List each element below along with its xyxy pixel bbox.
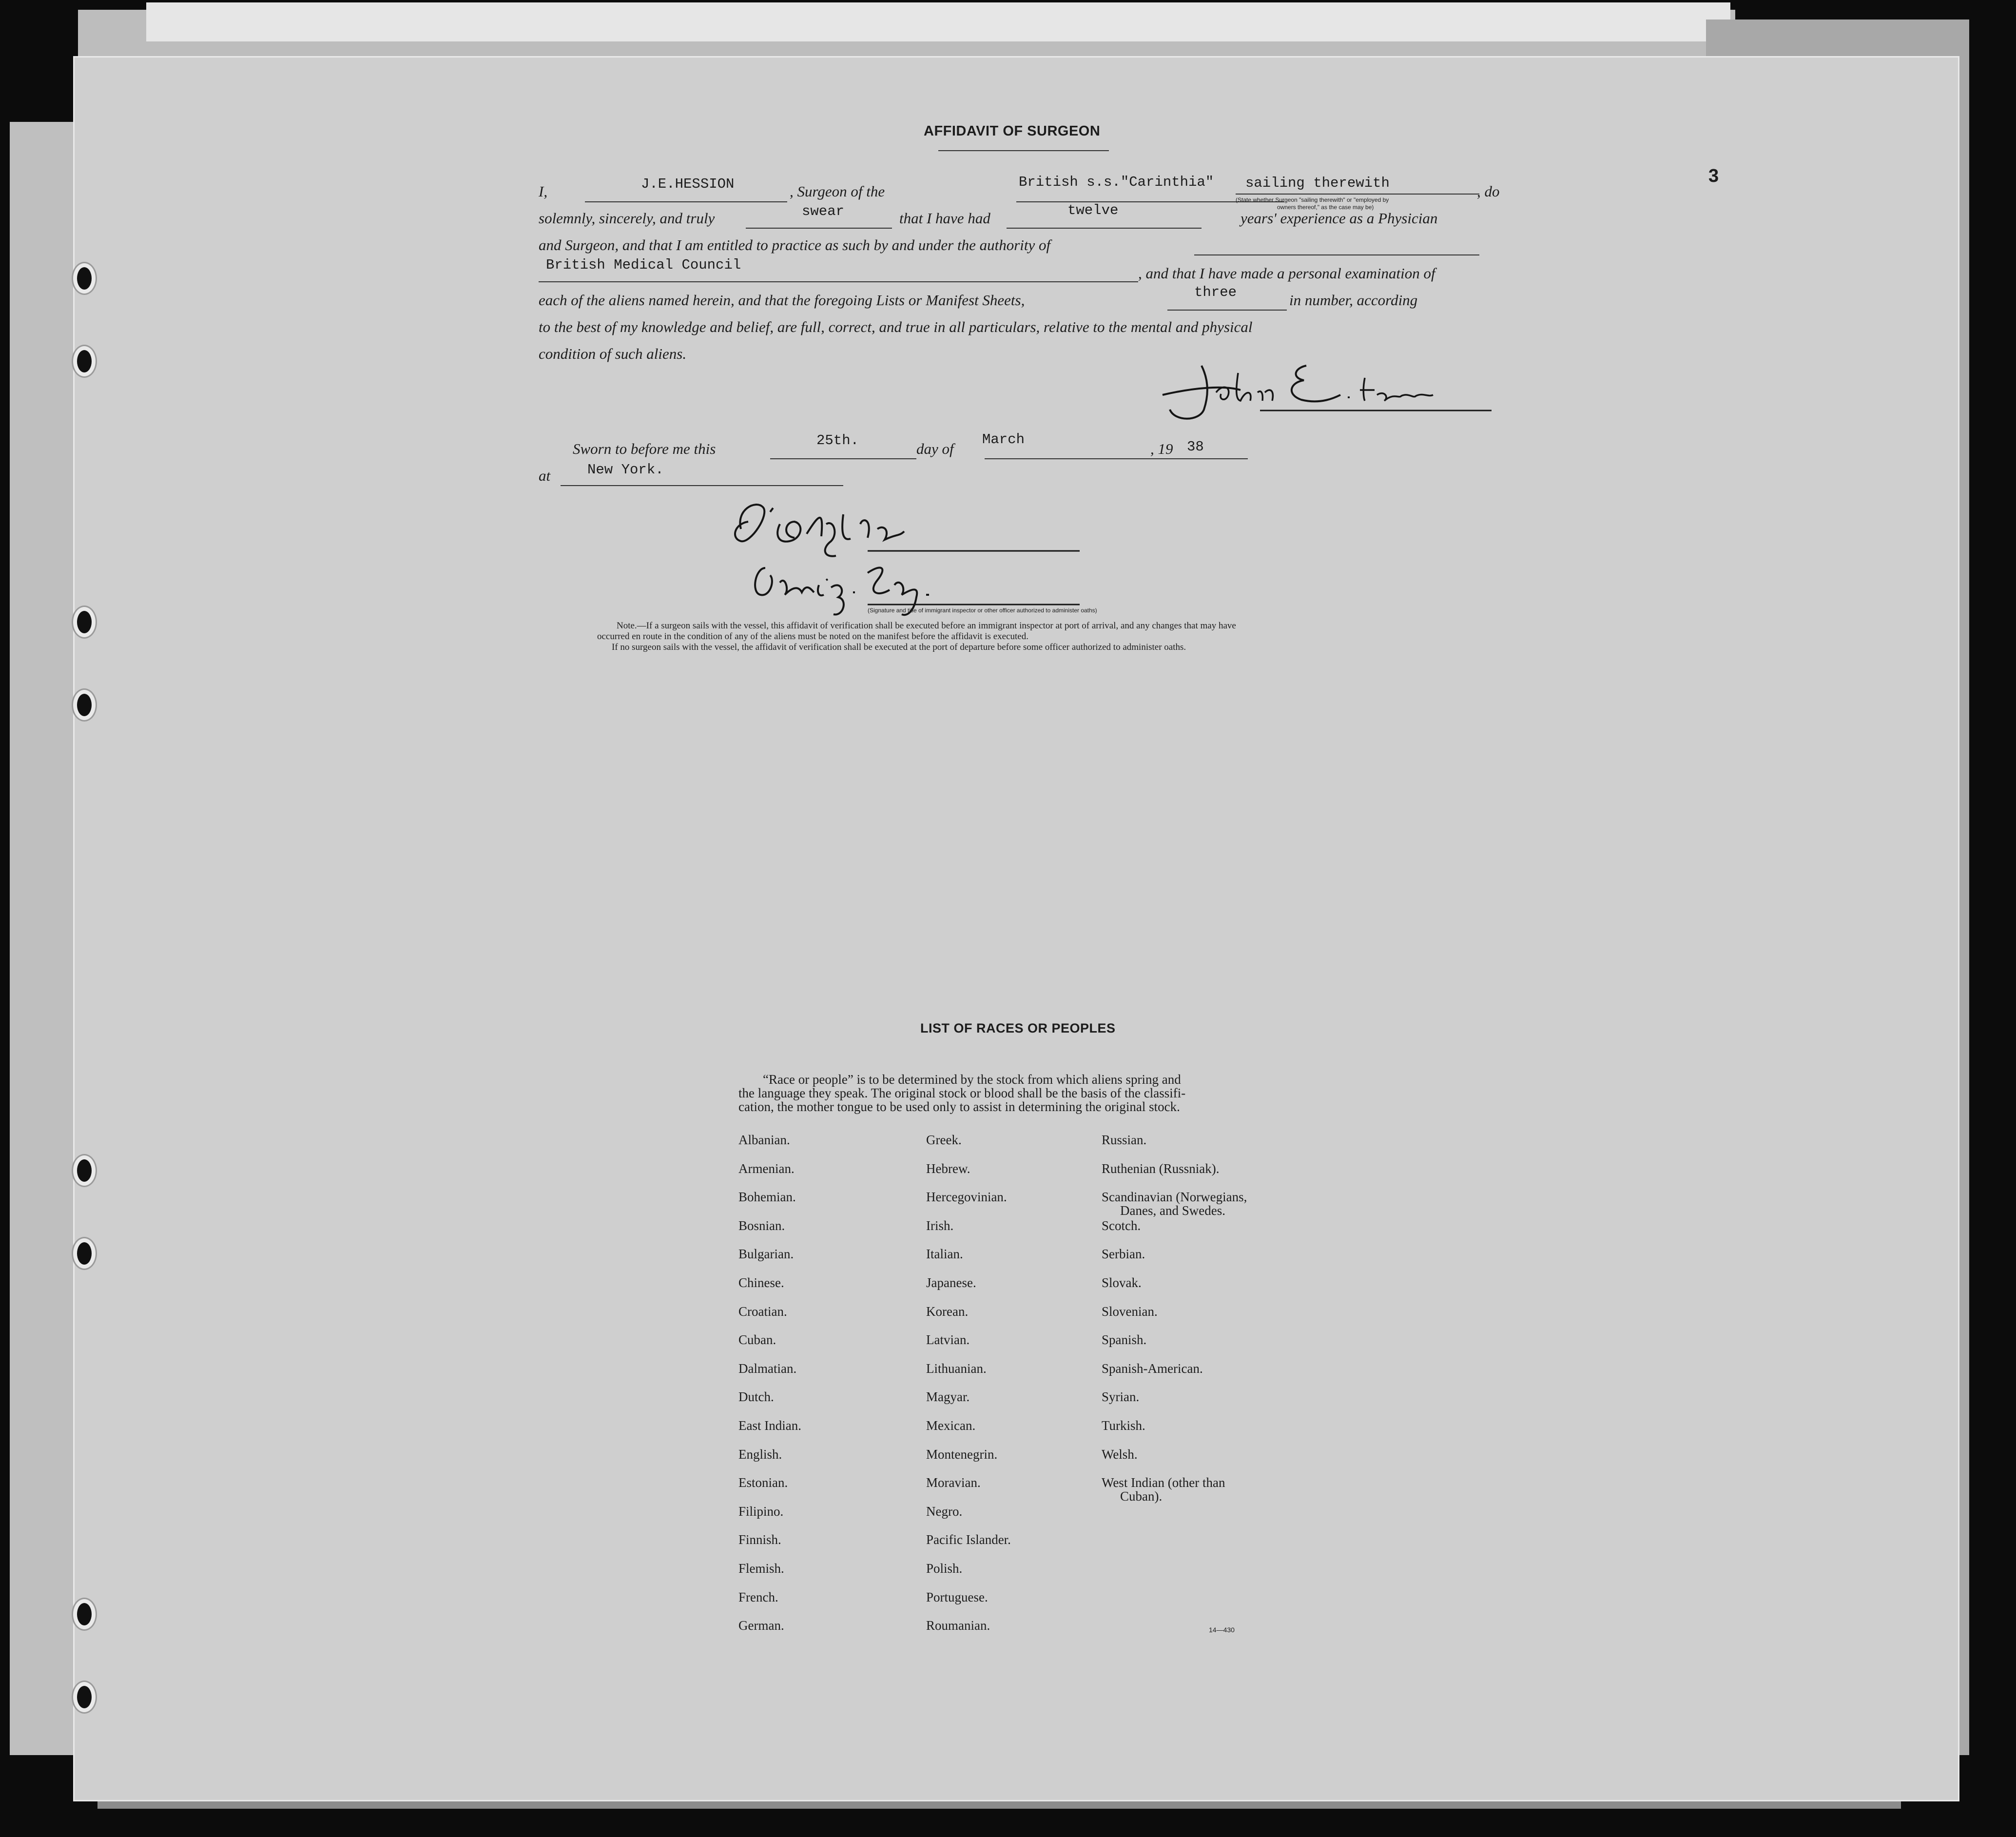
races-intro-line-2: the language they speak. The original stock or blood shall be the basis of the classifi- — [738, 1086, 1186, 1100]
surgeon-status: sailing therewith — [1245, 175, 1390, 191]
race-item: Spanish. — [1102, 1332, 1147, 1347]
race-item: Italian. — [926, 1247, 963, 1261]
binder-hole — [73, 607, 96, 637]
race-item: Japanese. — [926, 1275, 976, 1290]
text-personal-examination: , and that I have made a personal examination of — [1138, 265, 1435, 282]
manifest-page — [73, 56, 1959, 1801]
race-item: French. — [738, 1590, 778, 1604]
race-item: Finnish. — [738, 1532, 781, 1547]
sworn-day: 25th. — [816, 432, 859, 449]
race-item: Irish. — [926, 1218, 954, 1233]
race-item: Latvian. — [926, 1332, 970, 1347]
race-item: Armenian. — [738, 1161, 795, 1176]
text-best-of-knowledge: to the best of my knowledge and belief, are full, correct, and true in all particulars, relative to the mental and physical — [539, 318, 1253, 335]
binder-hole — [73, 263, 96, 293]
race-item: Danes, and Swedes. — [1120, 1203, 1225, 1218]
text-at: at — [539, 467, 551, 484]
authority-blank-line — [1194, 254, 1479, 255]
race-item: Slovak. — [1102, 1275, 1142, 1290]
text-year-prefix: , 19 — [1150, 440, 1173, 457]
oath-line — [746, 228, 892, 229]
race-item: Mexican. — [926, 1418, 976, 1433]
race-item: Portuguese. — [926, 1590, 988, 1604]
race-item: Turkish. — [1102, 1418, 1145, 1433]
back-sheet-2 — [146, 2, 1730, 41]
race-item: Lithuanian. — [926, 1361, 987, 1376]
affidavit-title: AFFIDAVIT OF SURGEON — [924, 123, 1101, 139]
sheet-count: three — [1194, 284, 1237, 300]
surgeon-name-line — [585, 201, 787, 202]
binder-hole — [73, 1599, 96, 1629]
status-note-1: (State whether Surgeon "sailing therewith" or "employed by — [1236, 196, 1389, 203]
races-title: LIST OF RACES OR PEOPLES — [920, 1021, 1116, 1036]
binder-hole — [73, 1238, 96, 1269]
officer-caption: (Signature and title of immigrant inspector or other officer authorized to administer oaths) — [868, 607, 1097, 614]
binder-hole — [73, 1682, 96, 1712]
race-item: Dalmatian. — [738, 1361, 797, 1376]
text-and-surgeon: and Surgeon, and that I am entitled to practice as such by and under the authority of — [539, 236, 1051, 254]
race-item: Scandinavian (Norwegians, — [1102, 1190, 1247, 1204]
race-item: Welsh. — [1102, 1447, 1138, 1462]
race-item: West Indian (other than — [1102, 1475, 1225, 1490]
sheets-line — [1167, 310, 1287, 311]
race-item: Syrian. — [1102, 1389, 1140, 1404]
race-item: German. — [738, 1618, 784, 1633]
race-item: Korean. — [926, 1304, 969, 1319]
race-item: Chinese. — [738, 1275, 784, 1290]
race-item: English. — [738, 1447, 782, 1462]
race-item: Greek. — [926, 1133, 962, 1147]
race-item: Flemish. — [738, 1561, 784, 1576]
officer-signature — [721, 495, 1092, 622]
race-item: Hercegovinian. — [926, 1190, 1007, 1204]
years-experience: twelve — [1067, 202, 1119, 218]
text-i-have-had: that I have had — [899, 210, 990, 227]
race-item: Russian. — [1102, 1133, 1147, 1147]
status-note-2: owners thereof," as the case may be) — [1277, 204, 1374, 211]
text-sworn: Sworn to before me this — [573, 440, 716, 457]
race-item: Pacific Islander. — [926, 1532, 1011, 1547]
binder-hole — [73, 690, 96, 720]
surgeon-signature — [1155, 356, 1496, 424]
sworn-month: March — [982, 431, 1025, 448]
text-condition-of-aliens: condition of such aliens. — [539, 345, 687, 362]
race-item: Croatian. — [738, 1304, 787, 1319]
form-number: 14—430 — [1209, 1626, 1235, 1634]
note-paragraph-2: If no surgeon sails with the vessel, the affidavit of verification shall be executed at the port of departure before some officer authorized to administer oaths. — [612, 642, 1186, 652]
day-line — [770, 458, 916, 459]
note-paragraph-1b: occurred en route in the condition of any of the aliens must be noted on the manifest before the affidavit is executed. — [597, 631, 1028, 642]
title-underline — [938, 150, 1109, 151]
authority-line — [539, 281, 1138, 282]
race-item: Spanish-American. — [1102, 1361, 1203, 1376]
race-item: Bohemian. — [738, 1190, 796, 1204]
race-item: Hebrew. — [926, 1161, 970, 1176]
races-intro-line-3: cation, the mother tongue to be used only to assist in determining the original stock. — [738, 1099, 1180, 1114]
text-do: , do — [1477, 183, 1500, 200]
sworn-place: New York. — [587, 462, 664, 478]
binder-hole — [73, 346, 96, 376]
race-item: Magyar. — [926, 1389, 970, 1404]
race-item: Moravian. — [926, 1475, 981, 1490]
race-item: Scotch. — [1102, 1218, 1141, 1233]
status-line — [1236, 194, 1479, 195]
race-item: Estonian. — [738, 1475, 788, 1490]
race-item: Dutch. — [738, 1389, 774, 1404]
race-item: Albanian. — [738, 1133, 790, 1147]
note-paragraph-1a: Note.—If a surgeon sails with the vessel, this affidavit of verification shall be executed before an immigrant inspector at port of arrival, and any changes that may have — [617, 621, 1236, 631]
oath-type: swear — [802, 203, 845, 219]
race-item: Bulgarian. — [738, 1247, 794, 1261]
races-intro-line-1: “Race or people” is to be determined by the stock from which aliens spring and — [763, 1072, 1181, 1087]
text-in-number: in number, according — [1289, 292, 1418, 309]
race-item: Cuban). — [1120, 1489, 1163, 1504]
text-each-of-aliens: each of the aliens named herein, and that the foregoing Lists or Manifest Sheets, — [539, 292, 1025, 309]
vessel-name: British s.s."Carinthia" — [1019, 174, 1214, 190]
race-item: Bosnian. — [738, 1218, 785, 1233]
years-line — [1007, 228, 1202, 229]
race-item: Montenegrin. — [926, 1447, 998, 1462]
surgeon-name: J.E.HESSION — [641, 176, 735, 192]
race-item: Polish. — [926, 1561, 963, 1576]
binder-hole — [73, 1155, 96, 1186]
race-item: East Indian. — [738, 1418, 801, 1433]
sworn-year: 38 — [1187, 439, 1204, 455]
text-i: I, — [539, 183, 548, 200]
race-item: Slovenian. — [1102, 1304, 1158, 1319]
text-day-of: day of — [916, 440, 954, 457]
race-item: Filipino. — [738, 1504, 784, 1519]
race-item: Roumanian. — [926, 1618, 990, 1633]
race-item: Negro. — [926, 1504, 963, 1519]
licensing-authority: British Medical Council — [546, 257, 741, 273]
text-years-experience: years' experience as a Physician — [1241, 210, 1438, 227]
text-surgeon-of: , Surgeon of the — [790, 183, 885, 200]
text-solemnly: solemnly, sincerely, and truly — [539, 210, 715, 227]
race-item: Ruthenian (Russniak). — [1102, 1161, 1220, 1176]
race-item: Cuban. — [738, 1332, 776, 1347]
month-line — [985, 458, 1248, 459]
page-number: 3 — [1708, 166, 1719, 186]
place-line — [561, 485, 843, 486]
race-item: Serbian. — [1102, 1247, 1145, 1261]
